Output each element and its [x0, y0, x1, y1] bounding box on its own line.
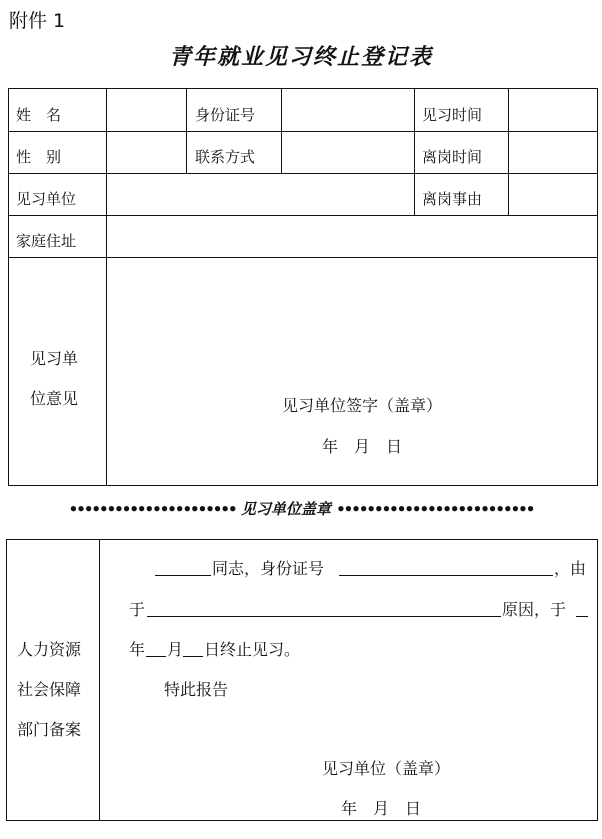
reason-on-text: 原因，于	[502, 600, 567, 619]
row-divider	[9, 215, 597, 216]
col-divider	[186, 89, 187, 173]
registration-table	[8, 88, 598, 486]
row-divider	[9, 257, 597, 258]
month-blank[interactable]	[146, 656, 166, 657]
year-blank[interactable]	[576, 616, 588, 617]
leave-reason-label: 离岗事由	[422, 190, 483, 208]
filing-date-label: 年 月 日	[341, 799, 422, 818]
termination-text: 日终止见习。	[204, 640, 301, 659]
contact-label: 联系方式	[195, 148, 256, 166]
dept-label-1: 人力资源	[17, 640, 82, 659]
year-text: 年	[129, 640, 146, 659]
seal-separator	[0, 498, 602, 519]
gender-label: 性 别	[16, 148, 62, 166]
dept-label-3: 部门备案	[17, 720, 82, 739]
report-text: 特此报告	[164, 680, 229, 699]
unit-opinion-label-1: 见习单	[30, 349, 79, 368]
name-label: 姓 名	[16, 106, 62, 124]
opinion-date-label: 年 月 日	[322, 437, 403, 456]
unit-opinion-label-2: 位意见	[30, 389, 79, 408]
leave-time-label: 离岗时间	[422, 148, 483, 166]
internship-period-label: 见习时间	[422, 106, 483, 124]
home-address-label: 家庭住址	[16, 232, 77, 250]
separator-label: 见习单位盖章	[240, 500, 331, 518]
unit-seal-label: 见习单位（盖章）	[322, 759, 451, 778]
col-divider	[99, 540, 100, 820]
reason-blank[interactable]	[147, 616, 501, 617]
col-divider	[281, 89, 282, 173]
internship-unit-label: 见习单位	[16, 190, 77, 208]
unit-signature-label: 见习单位签字（盖章）	[282, 396, 443, 415]
attachment-label: 附件 1	[9, 10, 66, 32]
due-to-text: 于	[129, 600, 146, 619]
separator-dots-right: ••••••••••••••••••••••••••	[336, 500, 534, 518]
id-number-label: 身份证号	[195, 106, 256, 124]
day-blank[interactable]	[183, 656, 203, 657]
col-divider	[106, 89, 107, 485]
col-divider	[508, 89, 509, 215]
id-blank[interactable]	[339, 575, 553, 576]
name-blank[interactable]	[155, 575, 211, 576]
by-text: ，由	[554, 559, 587, 578]
comrade-id-text: 同志，身份证号	[212, 559, 325, 578]
form-title: 青年就业见习终止登记表	[168, 44, 433, 70]
month-text: 月	[167, 640, 184, 659]
col-divider	[414, 89, 415, 215]
filing-table	[6, 539, 598, 821]
separator-dots-left: ••••••••••••••••••••••	[68, 500, 236, 518]
dept-label-2: 社会保障	[17, 680, 82, 699]
